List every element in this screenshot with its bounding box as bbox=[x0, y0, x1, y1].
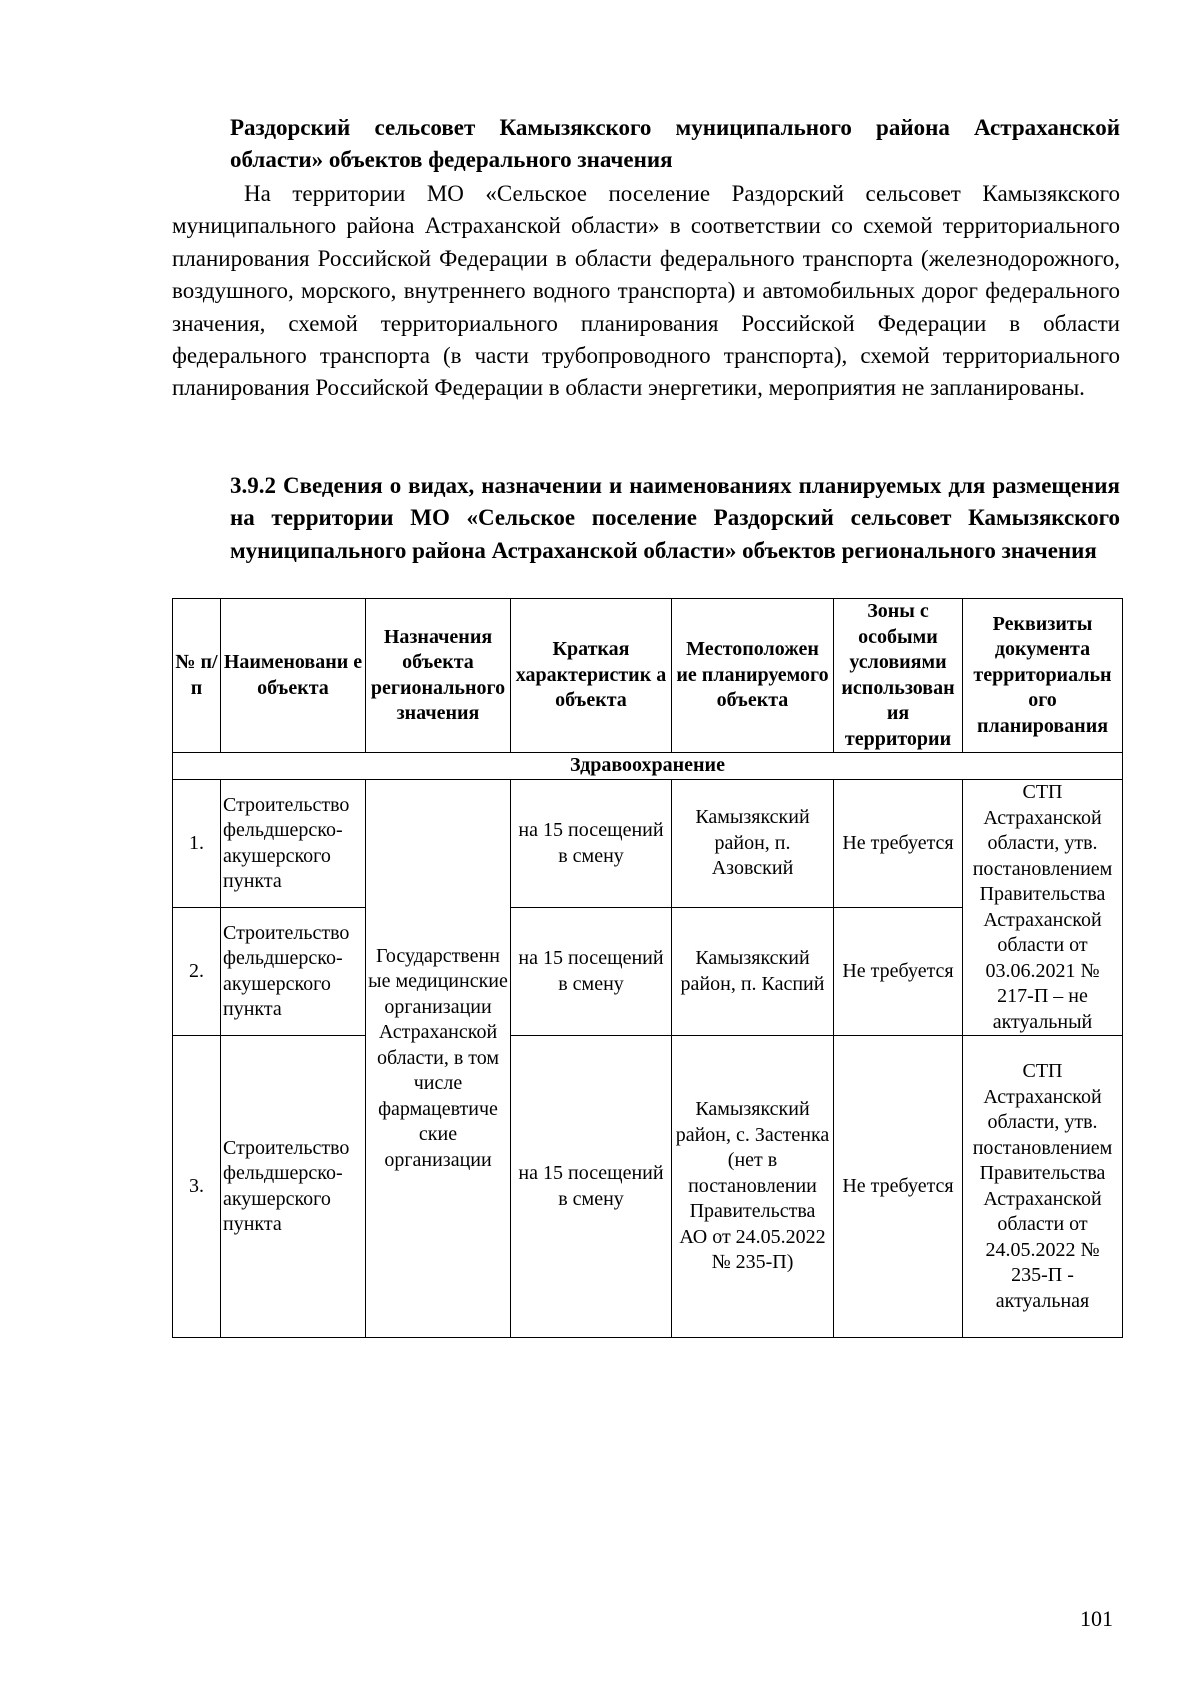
row-characteristic: на 15 посещений в смену bbox=[511, 908, 672, 1036]
row-characteristic: на 15 посещений в смену bbox=[511, 780, 672, 908]
row-zones: Не требуется bbox=[834, 780, 963, 908]
section-heading-continued: Раздорский сельсовет Камызякского муниципального района Астраханской области» объектов федерального значения bbox=[230, 115, 1120, 172]
row-name: Строительство фельдшерско-акушерского пункта bbox=[221, 908, 366, 1036]
header-characteristic: Краткая характеристик а объекта bbox=[511, 599, 672, 753]
header-purpose: Назначения объекта регионального значения bbox=[366, 599, 511, 753]
row-name: Строительство фельдшерско-акушерского пункта bbox=[221, 1036, 366, 1338]
row-purpose: Государственн ые медицинские организации Астраханской области, в том числе фармацевтиче ские организации bbox=[366, 780, 511, 1338]
page-number: 101 bbox=[1080, 1606, 1113, 1631]
row-zones: Не требуется bbox=[834, 1036, 963, 1338]
header-location: Местоположен ие планируемого объекта bbox=[672, 599, 834, 753]
row-requisites-2: СТП Астраханской области, утв. постановлением Правительства Астраханской области от 24.05.2022 № 235-П - актуальная bbox=[963, 1036, 1123, 1338]
row-location: Камызякский район, п. Каспий bbox=[672, 908, 834, 1036]
row-number: 2. bbox=[173, 908, 221, 1036]
row-number: 3. bbox=[173, 1036, 221, 1338]
row-characteristic: на 15 посещений в смену bbox=[511, 1036, 672, 1338]
row-name: Строительство фельдшерско-акушерского пункта bbox=[221, 780, 366, 908]
header-number: № п/п bbox=[173, 599, 221, 753]
table-row bbox=[173, 780, 1123, 908]
header-zones: Зоны с особыми условиями использован ия территории bbox=[834, 599, 963, 753]
section-heading-3-9-2: 3.9.2 Сведения о видах, назначении и наименованиях планируемых для размещения на территории МО «Сельское поселение Раздорский сельсовет Камызякского муниципального района Астраханской области» объектов регионального значения bbox=[230, 473, 1120, 563]
row-number: 1. bbox=[173, 780, 221, 908]
table-header-row bbox=[173, 599, 1123, 753]
regional-objects-table bbox=[172, 598, 1123, 1338]
table-section-row bbox=[173, 753, 1123, 780]
table-row bbox=[173, 1036, 1123, 1338]
body-paragraph: На территории МО «Сельское поселение Раздорский сельсовет Камызякского муниципального района Астраханской области» в соответствии со схемой территориального планирования Российской Федерации в области федерального транспорта (железнодорожного, воздушного, морского, внутреннего водного транспорта) и автомобильных дорог федерального значения, схемой территориального планирования Российской Федерации в области федерального транспорта (в части трубопроводного транспорта), схемой территориального планирования Российской Федерации в области энергетики, мероприятия не запланированы. bbox=[172, 181, 1120, 401]
row-location: Камызякский район, с. Застенка (нет в постановлении Правительства АО от 24.05.2022 № 235-П) bbox=[672, 1036, 834, 1338]
row-location: Камызякский район, п. Азовский bbox=[672, 780, 834, 908]
header-name: Наименовани е объекта bbox=[221, 599, 366, 753]
section-label: Здравоохранение bbox=[173, 753, 1123, 780]
row-requisites-1: СТП Астраханской области, утв. постановлением Правительства Астраханской области от 03.06.2021 № 217-П – не актуальный bbox=[963, 780, 1123, 1036]
row-zones: Не требуется bbox=[834, 908, 963, 1036]
header-requisites: Реквизиты документа территориальн ого планирования bbox=[963, 599, 1123, 753]
